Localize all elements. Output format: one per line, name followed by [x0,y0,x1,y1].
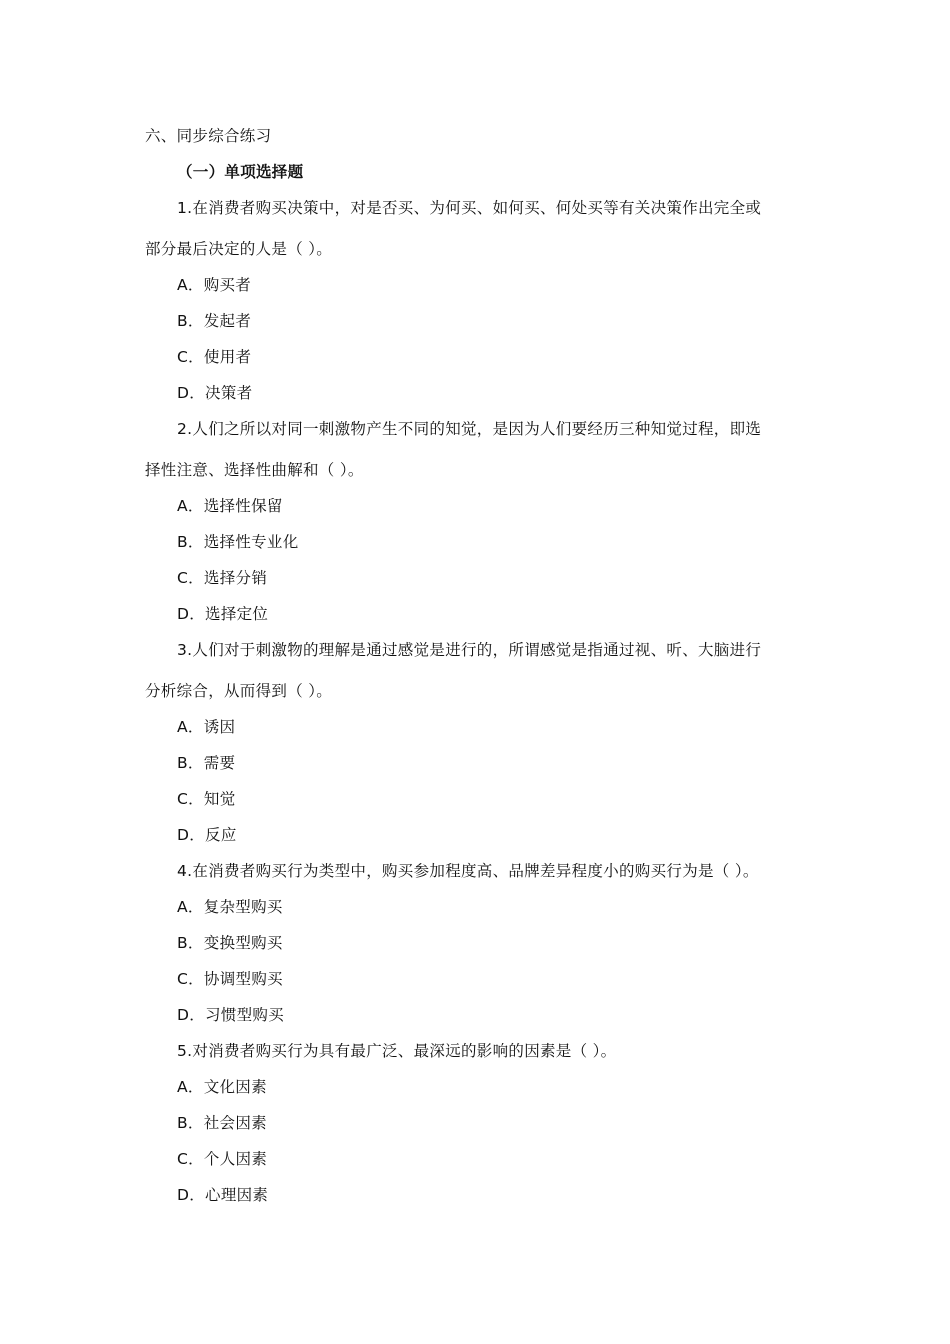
question-1-option-a: A．购买者 [177,276,252,294]
question-1-option-d: D．决策者 [177,384,253,402]
question-1-option-c: C．使用者 [177,348,252,366]
question-2-option-c: C．选择分销 [177,569,268,587]
section-title: 六、同步综合练习 [145,127,272,145]
question-5-option-b: B．社会因素 [177,1114,267,1132]
question-5-stem: 5.对消费者购买行为具有最广泛、最深远的影响的因素是（ ）。 [177,1042,617,1060]
question-1-stem: 1.在消费者购买决策中，对是否买、为何买、如何买、何处买等有关决策作出完全或 [177,199,762,217]
question-5-option-d: D．心理因素 [177,1186,269,1204]
question-5-option-c: C．个人因素 [177,1150,268,1168]
question-3-stem: 3.人们对于刺激物的理解是通过感觉是进行的，所谓感觉是指通过视、听、大脑进行 [177,641,762,659]
question-2-stem: 2.人们之所以对同一刺激物产生不同的知觉，是因为人们要经历三种知觉过程，即选 [177,420,762,438]
question-4-stem: 4.在消费者购买行为类型中，购买参加程度高、品牌差异程度小的购买行为是（ ）。 [177,862,759,880]
question-3-option-d: D．反应 [177,826,237,844]
subsection-title: （一）单项选择题 [177,163,304,181]
question-4-option-a: A．复杂型购买 [177,898,283,916]
question-1-stem-continued: 部分最后决定的人是（ ）。 [145,240,333,258]
question-2-option-a: A．选择性保留 [177,497,283,515]
question-2-stem-continued: 择性注意、选择性曲解和（ ）。 [145,461,364,479]
question-5-option-a: A．文化因素 [177,1078,267,1096]
question-3-option-c: C．知觉 [177,790,236,808]
question-4-option-d: D．习惯型购买 [177,1006,285,1024]
question-2-option-b: B．选择性专业化 [177,533,299,551]
question-3-option-a: A．诱因 [177,718,236,736]
question-1-option-b: B．发起者 [177,312,252,330]
question-2-option-d: D．选择定位 [177,605,269,623]
question-4-option-b: B．变换型购买 [177,934,283,952]
question-3-option-b: B．需要 [177,754,236,772]
question-3-stem-continued: 分析综合，从而得到（ ）。 [145,682,333,700]
question-4-option-c: C．协调型购买 [177,970,283,988]
